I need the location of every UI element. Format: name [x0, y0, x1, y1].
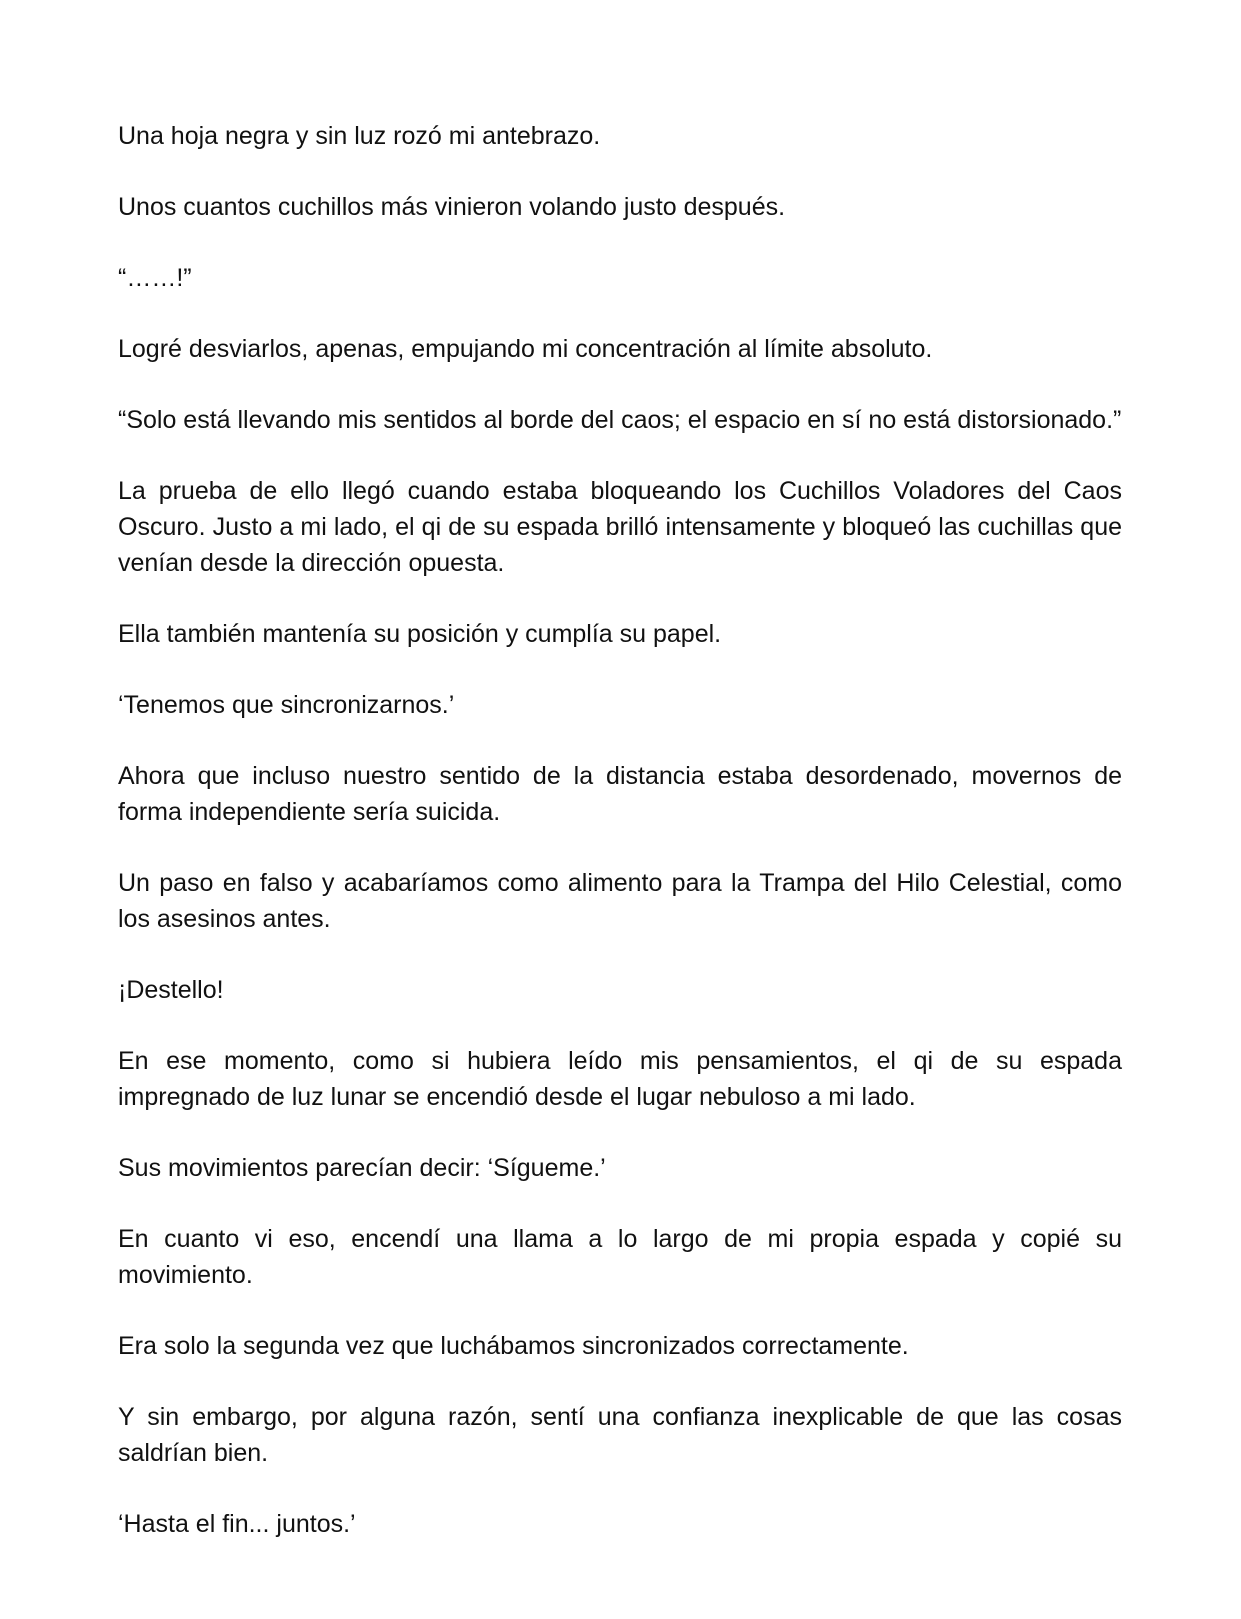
paragraph: ¡Destello! [118, 976, 224, 1004]
paragraph: ‘Hasta el fin... juntos.’ [118, 1510, 356, 1538]
paragraph: Una hoja negra y sin luz rozó mi antebrazo. [118, 122, 601, 150]
paragraph: Unos cuantos cuchillos más vinieron volando justo después. [118, 193, 786, 221]
paragraph: “Solo está llevando mis sentidos al borde del caos; el espacio en sí no está distorsionado.” [118, 406, 1122, 434]
paragraph: ‘Tenemos que sincronizarnos.’ [118, 691, 455, 719]
paragraph: Un paso en falso y acabaríamos como alimento para la Trampa del Hilo Celestial, como los asesinos antes. [118, 869, 1122, 933]
document-body [118, 118, 1122, 1542]
paragraph: En cuanto vi eso, encendí una llama a lo largo de mi propia espada y copié su movimiento. [118, 1225, 1122, 1289]
paragraph: Sus movimientos parecían decir: ‘Sígueme.’ [118, 1154, 606, 1182]
paragraph: Ella también mantenía su posición y cumplía su papel. [118, 620, 722, 648]
paragraph: Era solo la segunda vez que luchábamos sincronizados correctamente. [118, 1332, 909, 1360]
paragraph: La prueba de ello llegó cuando estaba bloqueando los Cuchillos Voladores del Caos Oscuro. Justo a mi lado, el qi de su espada brilló intensamente y bloqueó las cuchillas que venían desde la dirección opuesta. [118, 477, 1122, 577]
paragraph: “……!” [118, 264, 192, 292]
paragraph: En ese momento, como si hubiera leído mis pensamientos, el qi de su espada impregnado de luz lunar se encendió desde el lugar nebuloso a mi lado. [118, 1047, 1122, 1111]
paragraph: Logré desviarlos, apenas, empujando mi concentración al límite absoluto. [118, 335, 933, 363]
paragraph: Y sin embargo, por alguna razón, sentí una confianza inexplicable de que las cosas saldrían bien. [118, 1403, 1122, 1467]
paragraph: Ahora que incluso nuestro sentido de la distancia estaba desordenado, movernos de forma independiente sería suicida. [118, 762, 1122, 826]
